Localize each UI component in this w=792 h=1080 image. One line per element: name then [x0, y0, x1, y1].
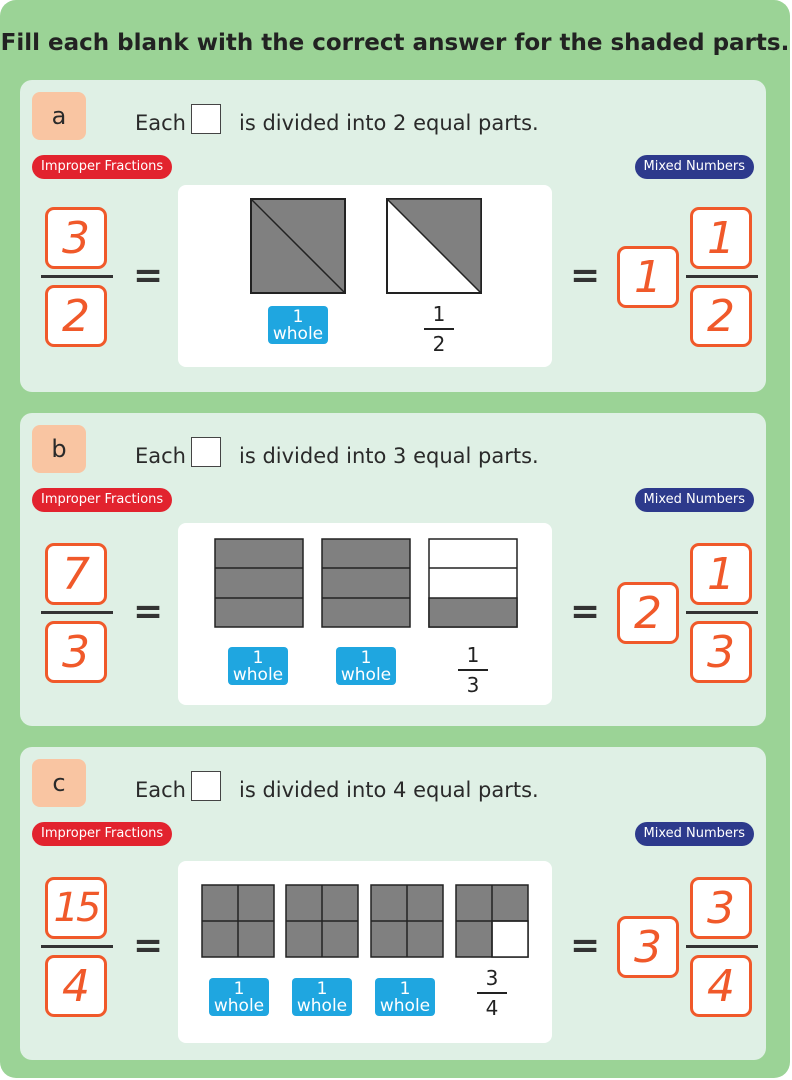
partial-denominator: 3 — [466, 673, 480, 697]
mixed-numbers-badge: Mixed Numbers — [635, 155, 755, 179]
whole-strips-2 — [321, 538, 411, 628]
whole-label — [336, 647, 396, 685]
instruction-text: is divided into 3 equal parts. — [239, 444, 539, 468]
panel-letter: b — [32, 425, 86, 473]
square-symbol — [191, 771, 221, 801]
mixed-whole-box[interactable]: 3 — [617, 916, 679, 978]
improper-numerator-box[interactable]: 15 — [45, 877, 107, 939]
whole-label — [268, 306, 328, 344]
worksheet-title: Fill each blank with the correct answer for the shaded parts. — [0, 30, 790, 56]
equals-sign-right: = — [570, 591, 601, 632]
mixed-whole-box[interactable]: 1 — [617, 246, 679, 308]
shaded-part — [322, 539, 410, 627]
whole-label — [375, 978, 435, 1016]
mixed-fraction-bar — [686, 611, 758, 614]
improper-denominator-box[interactable]: 2 — [45, 285, 107, 347]
whole-quarters-2 — [285, 884, 359, 958]
partial-fraction — [424, 302, 454, 356]
equals-sign-left: = — [133, 255, 164, 296]
partial-fraction-bar — [458, 669, 488, 671]
improper-fraction-bar — [41, 611, 113, 614]
whole-label-word: whole — [272, 324, 324, 344]
whole-label-word: whole — [232, 665, 284, 685]
unshaded-part — [492, 921, 528, 957]
mixed-denominator-box[interactable]: 2 — [690, 285, 752, 347]
square-symbol — [191, 104, 221, 134]
mixed-numerator-box[interactable]: 3 — [690, 877, 752, 939]
partial-strips — [428, 538, 518, 628]
partial-numerator: 3 — [485, 966, 499, 990]
shape-card — [178, 523, 552, 705]
improper-denominator-box[interactable]: 3 — [45, 621, 107, 683]
improper-fraction-bar — [41, 275, 113, 278]
each-text: Each — [135, 111, 186, 135]
partial-fraction-bar — [477, 992, 507, 994]
whole-label-number: 1 — [292, 307, 304, 327]
whole-label — [209, 978, 269, 1016]
improper-fraction-bar — [41, 945, 113, 948]
square-symbol — [191, 437, 221, 467]
mixed-denominator-box[interactable]: 4 — [690, 955, 752, 1017]
whole-label-number: 1 — [233, 979, 245, 999]
whole-label — [228, 647, 288, 685]
panel-b — [20, 413, 766, 726]
improper-fractions-badge: Improper Fractions — [32, 488, 172, 512]
mixed-numerator-box[interactable]: 1 — [690, 543, 752, 605]
partial-quarters — [455, 884, 529, 958]
partial-fraction-bar — [424, 328, 454, 330]
whole-label-number: 1 — [252, 648, 264, 668]
panel-a — [20, 80, 766, 392]
partial-denominator: 4 — [485, 996, 499, 1020]
shape-card — [178, 185, 552, 367]
instruction-text: is divided into 4 equal parts. — [239, 778, 539, 802]
whole-strips-1 — [214, 538, 304, 628]
shaded-part — [215, 539, 303, 627]
whole-label-number: 1 — [360, 648, 372, 668]
whole-quarters-3 — [370, 884, 444, 958]
partial-fraction — [477, 966, 507, 1020]
whole-label-word: whole — [379, 996, 431, 1016]
improper-numerator-box[interactable]: 7 — [45, 543, 107, 605]
panel-letter: c — [32, 759, 86, 807]
panel-c — [20, 747, 766, 1060]
mixed-fraction-bar — [686, 945, 758, 948]
mixed-denominator-box[interactable]: 3 — [690, 621, 752, 683]
partial-denominator: 2 — [432, 332, 446, 356]
whole-label-word: whole — [213, 996, 265, 1016]
partial-numerator: 1 — [432, 302, 446, 326]
whole-label-number: 1 — [399, 979, 411, 999]
equals-sign-right: = — [570, 255, 601, 296]
instruction-text: is divided into 2 equal parts. — [239, 111, 539, 135]
partial-numerator: 1 — [466, 643, 480, 667]
whole-label — [292, 978, 352, 1016]
each-text: Each — [135, 778, 186, 802]
whole-label-number: 1 — [316, 979, 328, 999]
whole-label-word: whole — [296, 996, 348, 1016]
partial-square — [386, 198, 482, 294]
mixed-numbers-badge: Mixed Numbers — [635, 822, 755, 846]
mixed-whole-box[interactable]: 2 — [617, 582, 679, 644]
improper-numerator-box[interactable]: 3 — [45, 207, 107, 269]
each-text: Each — [135, 444, 186, 468]
shaded-part — [429, 598, 517, 627]
mixed-fraction-bar — [686, 275, 758, 278]
whole-quarters-1 — [201, 884, 275, 958]
mixed-numerator-box[interactable]: 1 — [690, 207, 752, 269]
whole-label-word: whole — [340, 665, 392, 685]
equals-sign-left: = — [133, 925, 164, 966]
mixed-numbers-badge: Mixed Numbers — [635, 488, 755, 512]
improper-fractions-badge: Improper Fractions — [32, 822, 172, 846]
equals-sign-right: = — [570, 925, 601, 966]
equals-sign-left: = — [133, 591, 164, 632]
improper-fractions-badge: Improper Fractions — [32, 155, 172, 179]
improper-denominator-box[interactable]: 4 — [45, 955, 107, 1017]
shape-card — [178, 861, 552, 1043]
partial-fraction — [458, 643, 488, 697]
whole-square-1 — [250, 198, 346, 294]
panel-letter: a — [32, 92, 86, 140]
